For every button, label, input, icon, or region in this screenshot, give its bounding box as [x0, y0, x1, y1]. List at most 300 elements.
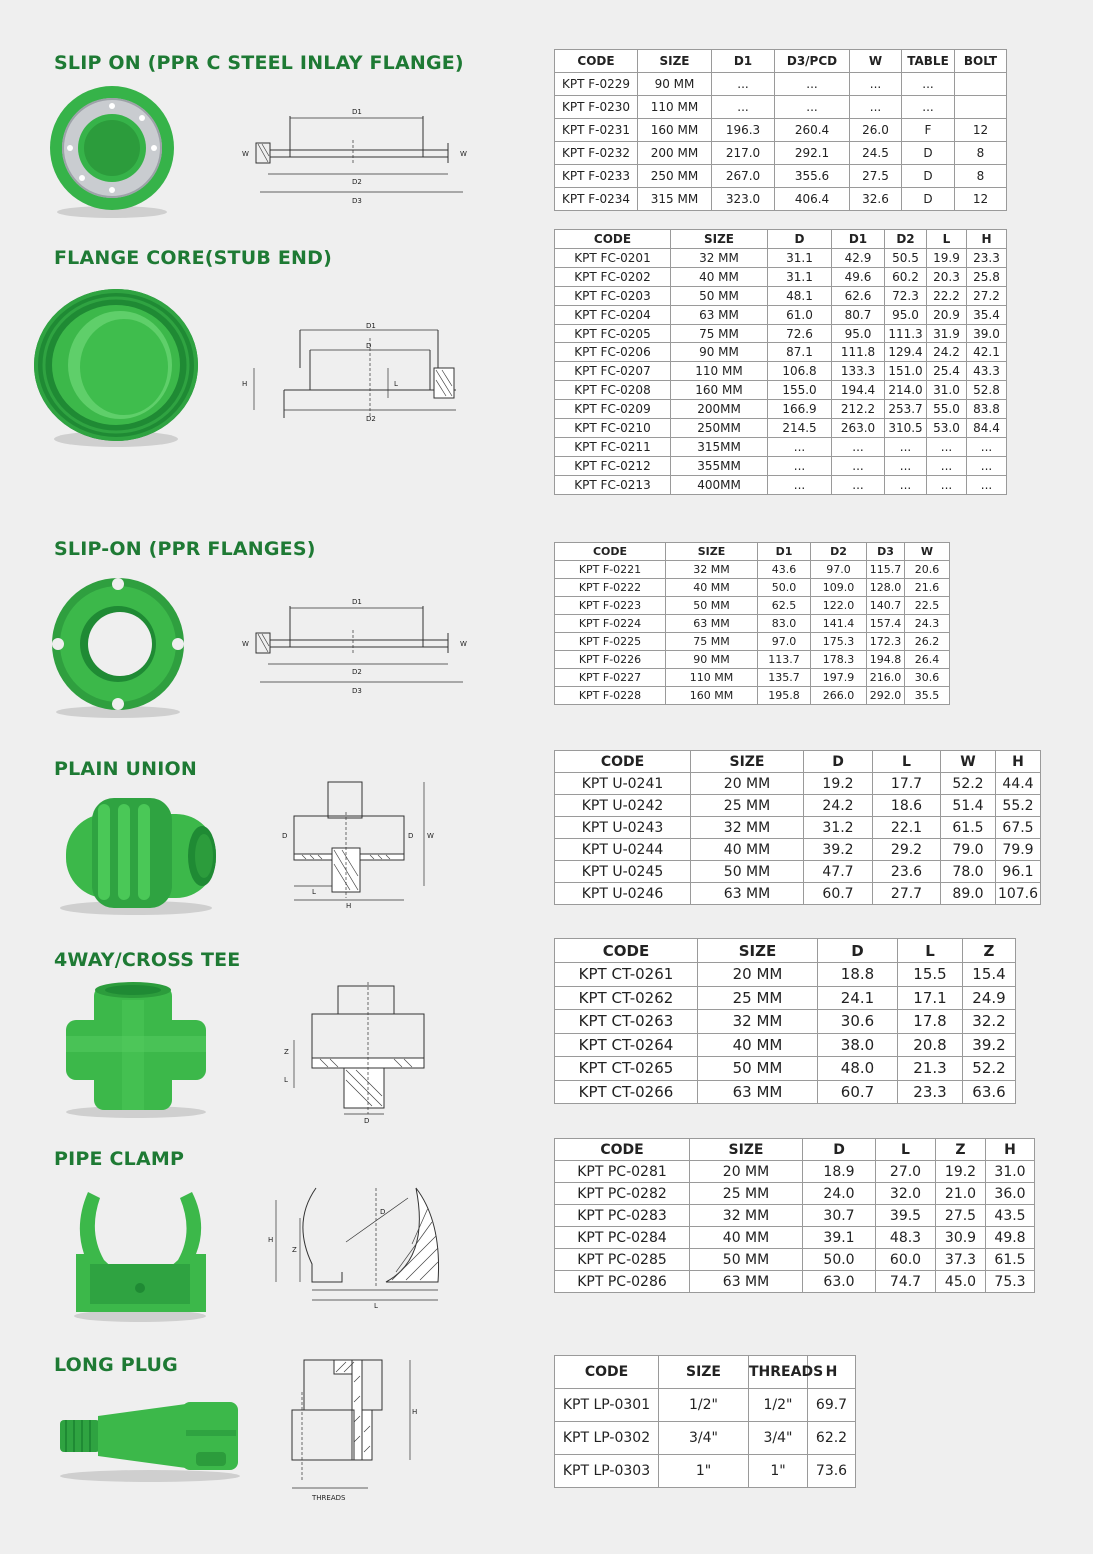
table-cell: 89.0: [941, 883, 996, 905]
column-header: CODE: [555, 939, 698, 963]
table-row: [555, 381, 1007, 400]
table-row: [555, 861, 1041, 883]
table-cell: 355.6: [775, 165, 850, 188]
table-row: [555, 286, 1007, 305]
table-cell: 216.0: [867, 669, 905, 687]
table-cell: 15.4: [963, 963, 1016, 987]
table-cell: 115.7: [867, 561, 905, 579]
table-cell: 266.0: [811, 687, 867, 705]
table-cell: 25 MM: [690, 1183, 803, 1205]
table-row: [555, 305, 1007, 324]
table-cell: 157.4: [867, 615, 905, 633]
table-cell: KPT U-0245: [555, 861, 691, 883]
column-header: L: [876, 1139, 936, 1161]
slip-on-ppr-table: [554, 542, 950, 705]
table-cell: 63 MM: [690, 1271, 803, 1293]
table-row: [555, 73, 1007, 96]
table-cell: 1/2": [659, 1389, 749, 1422]
table-cell: 292.0: [867, 687, 905, 705]
table-cell: ...: [768, 456, 832, 475]
table-cell: KPT FC-0207: [555, 362, 671, 381]
table-row: [555, 839, 1041, 861]
table-cell: 83.0: [758, 615, 811, 633]
table-cell: 178.3: [811, 651, 867, 669]
table-cell: 27.0: [876, 1161, 936, 1183]
table-cell: 20 MM: [691, 773, 804, 795]
table-cell: 32 MM: [690, 1205, 803, 1227]
table-row: [555, 651, 950, 669]
table-cell: 110 MM: [671, 362, 768, 381]
table-cell: KPT PC-0285: [555, 1249, 690, 1271]
table-cell: 61.0: [768, 305, 832, 324]
table-cell: ...: [885, 475, 927, 494]
table-cell: 39.2: [963, 1033, 1016, 1057]
table-cell: 141.4: [811, 615, 867, 633]
table-row: [555, 456, 1007, 475]
table-cell: 122.0: [811, 597, 867, 615]
diagram-label-d: D: [380, 1208, 386, 1216]
table-cell: 175.3: [811, 633, 867, 651]
table-cell: 155.0: [768, 381, 832, 400]
table-cell: 250MM: [671, 419, 768, 438]
column-header: D3/PCD: [775, 50, 850, 73]
table-cell: KPT CT-0262: [555, 986, 698, 1010]
column-header: SIZE: [666, 543, 758, 561]
table-cell: KPT F-0230: [555, 96, 638, 119]
table-row: [555, 597, 950, 615]
table-cell: 72.6: [768, 324, 832, 343]
column-header: CODE: [555, 543, 666, 561]
table-cell: KPT FC-0213: [555, 475, 671, 494]
column-header: BOLT: [955, 50, 1007, 73]
table-cell: KPT CT-0265: [555, 1057, 698, 1081]
table-cell: 63.0: [803, 1271, 876, 1293]
table-cell: 160 MM: [638, 119, 712, 142]
table-cell: 50 MM: [698, 1057, 818, 1081]
table-row: [555, 119, 1007, 142]
section-title-slip-on-ppr: SLIP-ON (PPR FLANGES): [54, 538, 316, 560]
section-title-long-plug: LONG PLUG: [54, 1354, 178, 1376]
column-header: SIZE: [659, 1356, 749, 1389]
table-cell: KPT U-0243: [555, 817, 691, 839]
table-cell: KPT PC-0282: [555, 1183, 690, 1205]
table-cell: 27.5: [936, 1205, 986, 1227]
table-cell: 49.6: [832, 267, 885, 286]
table-cell: 25 MM: [691, 795, 804, 817]
table-cell: 27.2: [967, 286, 1007, 305]
table-cell: KPT F-0223: [555, 597, 666, 615]
table-cell: 12: [955, 119, 1007, 142]
table-cell: 50.5: [885, 249, 927, 268]
table-cell: 90 MM: [638, 73, 712, 96]
table-cell: ...: [712, 96, 775, 119]
table-cell: ...: [768, 437, 832, 456]
slip-on-steel-table: [554, 49, 1007, 211]
table-cell: 50 MM: [671, 286, 768, 305]
table-cell: 26.0: [850, 119, 902, 142]
table-row: [555, 475, 1007, 494]
table-cell: 32.6: [850, 188, 902, 211]
table-cell: 20.8: [898, 1033, 963, 1057]
table-row: [555, 561, 950, 579]
table-cell: 21.6: [905, 579, 950, 597]
column-header: SIZE: [671, 230, 768, 249]
column-header: W: [941, 751, 996, 773]
diagram-label-z: Z: [284, 1048, 289, 1056]
table-cell: 38.0: [818, 1033, 898, 1057]
table-cell: 67.5: [996, 817, 1041, 839]
column-header: D: [818, 939, 898, 963]
table-cell: ...: [967, 456, 1007, 475]
table-cell: 87.1: [768, 343, 832, 362]
table-cell: 22.2: [927, 286, 967, 305]
diagram-label-d2: D2: [352, 178, 362, 186]
column-header: CODE: [555, 50, 638, 73]
table-cell: ...: [927, 437, 967, 456]
table-cell: 51.4: [941, 795, 996, 817]
table-cell: 25.4: [927, 362, 967, 381]
table-row: [555, 1205, 1035, 1227]
column-header: D2: [885, 230, 927, 249]
table-cell: 315MM: [671, 437, 768, 456]
table-cell: 42.9: [832, 249, 885, 268]
table-cell: KPT PC-0286: [555, 1271, 690, 1293]
table-cell: 30.7: [803, 1205, 876, 1227]
table-cell: KPT CT-0264: [555, 1033, 698, 1057]
flange-core-table: [554, 229, 1007, 495]
table-cell: 32 MM: [666, 561, 758, 579]
table-cell: 50.0: [758, 579, 811, 597]
table-cell: KPT F-0222: [555, 579, 666, 597]
diagram-label-w-left: W: [242, 640, 249, 648]
table-cell: 110 MM: [638, 96, 712, 119]
table-cell: KPT F-0227: [555, 669, 666, 687]
table-cell: 25 MM: [698, 986, 818, 1010]
table-cell: 69.7: [808, 1389, 856, 1422]
table-row: [555, 1033, 1016, 1057]
table-cell: 8: [955, 165, 1007, 188]
table-cell: KPT U-0241: [555, 773, 691, 795]
table-header-row: [555, 751, 1041, 773]
table-cell: 44.4: [996, 773, 1041, 795]
table-cell: KPT FC-0206: [555, 343, 671, 362]
table-cell: KPT F-0225: [555, 633, 666, 651]
table-cell: KPT F-0228: [555, 687, 666, 705]
table-cell: 172.3: [867, 633, 905, 651]
table-cell: 96.1: [996, 861, 1041, 883]
table-cell: 30.6: [818, 1010, 898, 1034]
table-row: [555, 615, 950, 633]
diagram-label-w: W: [427, 832, 434, 840]
column-header: Z: [963, 939, 1016, 963]
table-cell: 40 MM: [671, 267, 768, 286]
pipe-clamp-photo: [68, 1184, 218, 1324]
table-cell: ...: [768, 475, 832, 494]
table-cell: 42.1: [967, 343, 1007, 362]
table-row: [555, 669, 950, 687]
table-cell: 19.2: [936, 1161, 986, 1183]
table-row: [555, 1010, 1016, 1034]
table-cell: 20.3: [927, 267, 967, 286]
table-cell: 31.0: [986, 1161, 1035, 1183]
table-cell: ...: [850, 73, 902, 96]
table-cell: ...: [885, 456, 927, 475]
table-cell: 194.4: [832, 381, 885, 400]
table-cell: 53.0: [927, 419, 967, 438]
table-cell: 90 MM: [666, 651, 758, 669]
table-cell: ...: [832, 456, 885, 475]
table-cell: 63 MM: [698, 1080, 818, 1104]
table-cell: 8: [955, 142, 1007, 165]
table-row: [555, 400, 1007, 419]
table-row: [555, 986, 1016, 1010]
diagram-label-h: H: [412, 1408, 418, 1416]
slip-on-steel-diagram: [238, 100, 478, 210]
table-cell: 45.0: [936, 1271, 986, 1293]
table-cell: 32.2: [963, 1010, 1016, 1034]
table-cell: 43.6: [758, 561, 811, 579]
table-cell: KPT CT-0266: [555, 1080, 698, 1104]
column-header: D2: [811, 543, 867, 561]
table-cell: 31.1: [768, 267, 832, 286]
table-cell: 315 MM: [638, 188, 712, 211]
table-row: [555, 687, 950, 705]
table-row: [555, 1183, 1035, 1205]
table-cell: 40 MM: [698, 1033, 818, 1057]
column-header: D1: [832, 230, 885, 249]
table-row: [555, 883, 1041, 905]
table-cell: ...: [902, 96, 955, 119]
table-cell: 128.0: [867, 579, 905, 597]
column-header: H: [986, 1139, 1035, 1161]
section-title-flange-core: FLANGE CORE(STUB END): [54, 247, 332, 269]
column-header: W: [850, 50, 902, 73]
table-cell: 20.9: [927, 305, 967, 324]
table-cell: 20.6: [905, 561, 950, 579]
table-cell: 40 MM: [691, 839, 804, 861]
table-row: [555, 1249, 1035, 1271]
table-cell: 196.3: [712, 119, 775, 142]
table-cell: 24.5: [850, 142, 902, 165]
table-cell: 75.3: [986, 1271, 1035, 1293]
table-cell: 39.0: [967, 324, 1007, 343]
table-cell: 60.2: [885, 267, 927, 286]
table-cell: 406.4: [775, 188, 850, 211]
diagram-label-d1: D1: [352, 108, 362, 116]
table-cell: 97.0: [811, 561, 867, 579]
table-cell: 50.0: [803, 1249, 876, 1271]
table-cell: 17.7: [873, 773, 941, 795]
table-cell: 129.4: [885, 343, 927, 362]
table-cell: KPT PC-0284: [555, 1227, 690, 1249]
diagram-label-d-right: D: [408, 832, 414, 840]
table-cell: 27.7: [873, 883, 941, 905]
table-cell: KPT F-0232: [555, 142, 638, 165]
table-cell: 160 MM: [666, 687, 758, 705]
pipe-clamp-diagram: [266, 1182, 446, 1308]
table-cell: 55.2: [996, 795, 1041, 817]
table-cell: 48.1: [768, 286, 832, 305]
table-cell: KPT U-0244: [555, 839, 691, 861]
table-cell: 62.5: [758, 597, 811, 615]
table-cell: 40 MM: [666, 579, 758, 597]
table-cell: 48.3: [876, 1227, 936, 1249]
table-cell: ...: [967, 437, 1007, 456]
table-cell: 40 MM: [690, 1227, 803, 1249]
table-row: [555, 1389, 856, 1422]
column-header: Z: [936, 1139, 986, 1161]
table-cell: KPT F-0224: [555, 615, 666, 633]
table-cell: 17.1: [898, 986, 963, 1010]
table-row: [555, 773, 1041, 795]
table-cell: 113.7: [758, 651, 811, 669]
table-cell: 30.9: [936, 1227, 986, 1249]
cross-tee-table: [554, 938, 1016, 1104]
table-cell: KPT FC-0210: [555, 419, 671, 438]
table-cell: 253.7: [885, 400, 927, 419]
column-header: CODE: [555, 1356, 659, 1389]
table-cell: 166.9: [768, 400, 832, 419]
table-cell: KPT F-0234: [555, 188, 638, 211]
table-cell: 63 MM: [666, 615, 758, 633]
table-cell: 80.7: [832, 305, 885, 324]
table-cell: ...: [850, 96, 902, 119]
diagram-label-threads: THREADS: [312, 1494, 346, 1502]
table-row: [555, 165, 1007, 188]
table-cell: ...: [927, 475, 967, 494]
table-cell: 52.2: [963, 1057, 1016, 1081]
table-cell: KPT LP-0303: [555, 1455, 659, 1488]
column-header: CODE: [555, 1139, 690, 1161]
table-cell: 1/2": [749, 1389, 808, 1422]
diagram-label-d: D: [366, 342, 372, 350]
column-header: H: [996, 751, 1041, 773]
diagram-label-h: H: [242, 380, 248, 388]
table-cell: 107.6: [996, 883, 1041, 905]
table-cell: 52.8: [967, 381, 1007, 400]
table-cell: ...: [712, 73, 775, 96]
table-header-row: [555, 1139, 1035, 1161]
diagram-label-l: L: [374, 1302, 378, 1310]
table-cell: 250 MM: [638, 165, 712, 188]
table-cell: KPT LP-0301: [555, 1389, 659, 1422]
table-cell: 3/4": [749, 1422, 808, 1455]
table-cell: KPT FC-0201: [555, 249, 671, 268]
table-cell: 60.7: [804, 883, 873, 905]
table-cell: 15.5: [898, 963, 963, 987]
table-cell: 111.3: [885, 324, 927, 343]
table-cell: 48.0: [818, 1057, 898, 1081]
table-cell: 18.8: [818, 963, 898, 987]
table-cell: 32 MM: [698, 1010, 818, 1034]
table-row: [555, 1057, 1016, 1081]
table-cell: KPT FC-0202: [555, 267, 671, 286]
table-row: [555, 267, 1007, 286]
table-cell: 25.8: [967, 267, 1007, 286]
table-cell: KPT LP-0302: [555, 1422, 659, 1455]
table-cell: 35.4: [967, 305, 1007, 324]
table-cell: 22.1: [873, 817, 941, 839]
table-cell: 111.8: [832, 343, 885, 362]
table-cell: 52.2: [941, 773, 996, 795]
table-cell: 355MM: [671, 456, 768, 475]
table-cell: 61.5: [941, 817, 996, 839]
table-cell: 63 MM: [671, 305, 768, 324]
table-row: [555, 1161, 1035, 1183]
column-header: SIZE: [698, 939, 818, 963]
table-cell: 90 MM: [671, 343, 768, 362]
table-cell: 110 MM: [666, 669, 758, 687]
column-header: TABLE: [902, 50, 955, 73]
table-cell: KPT U-0246: [555, 883, 691, 905]
diagram-label-d3: D3: [352, 197, 362, 205]
table-cell: 35.5: [905, 687, 950, 705]
table-header-row: [555, 230, 1007, 249]
table-cell: 194.8: [867, 651, 905, 669]
table-cell: 140.7: [867, 597, 905, 615]
table-cell: 27.5: [850, 165, 902, 188]
table-cell: 18.6: [873, 795, 941, 817]
table-cell: 78.0: [941, 861, 996, 883]
diagram-label-d2: D2: [352, 668, 362, 676]
table-row: [555, 343, 1007, 362]
table-cell: 62.2: [808, 1422, 856, 1455]
table-cell: 31.2: [804, 817, 873, 839]
table-cell: 1": [749, 1455, 808, 1488]
table-cell: 95.0: [832, 324, 885, 343]
table-cell: 12: [955, 188, 1007, 211]
table-cell: 75 MM: [666, 633, 758, 651]
table-cell: 31.9: [927, 324, 967, 343]
table-row: [555, 579, 950, 597]
table-cell: KPT FC-0205: [555, 324, 671, 343]
table-row: [555, 817, 1041, 839]
table-cell: 21.3: [898, 1057, 963, 1081]
table-cell: ...: [775, 96, 850, 119]
column-header: CODE: [555, 230, 671, 249]
column-header: SIZE: [638, 50, 712, 73]
cross-tee-diagram: [282, 980, 442, 1130]
diagram-label-d3: D3: [352, 687, 362, 695]
table-cell: 26.4: [905, 651, 950, 669]
table-cell: 31.0: [927, 381, 967, 400]
column-header: L: [873, 751, 941, 773]
table-cell: ...: [832, 437, 885, 456]
table-row: [555, 249, 1007, 268]
table-cell: KPT F-0233: [555, 165, 638, 188]
table-cell: 79.9: [996, 839, 1041, 861]
column-header: SIZE: [690, 1139, 803, 1161]
table-cell: 3/4": [659, 1422, 749, 1455]
table-cell: 109.0: [811, 579, 867, 597]
diagram-label-z: Z: [292, 1246, 297, 1254]
table-cell: 49.8: [986, 1227, 1035, 1249]
table-cell: 19.2: [804, 773, 873, 795]
table-cell: 151.0: [885, 362, 927, 381]
table-cell: ...: [967, 475, 1007, 494]
table-cell: 217.0: [712, 142, 775, 165]
table-cell: 24.0: [803, 1183, 876, 1205]
table-row: [555, 96, 1007, 119]
table-row: [555, 1271, 1035, 1293]
table-cell: 75 MM: [671, 324, 768, 343]
table-cell: 95.0: [885, 305, 927, 324]
table-header-row: [555, 543, 950, 561]
table-cell: 30.6: [905, 669, 950, 687]
long-plug-table: [554, 1355, 856, 1488]
table-cell: 84.4: [967, 419, 1007, 438]
cross-tee-photo: [52, 980, 222, 1120]
